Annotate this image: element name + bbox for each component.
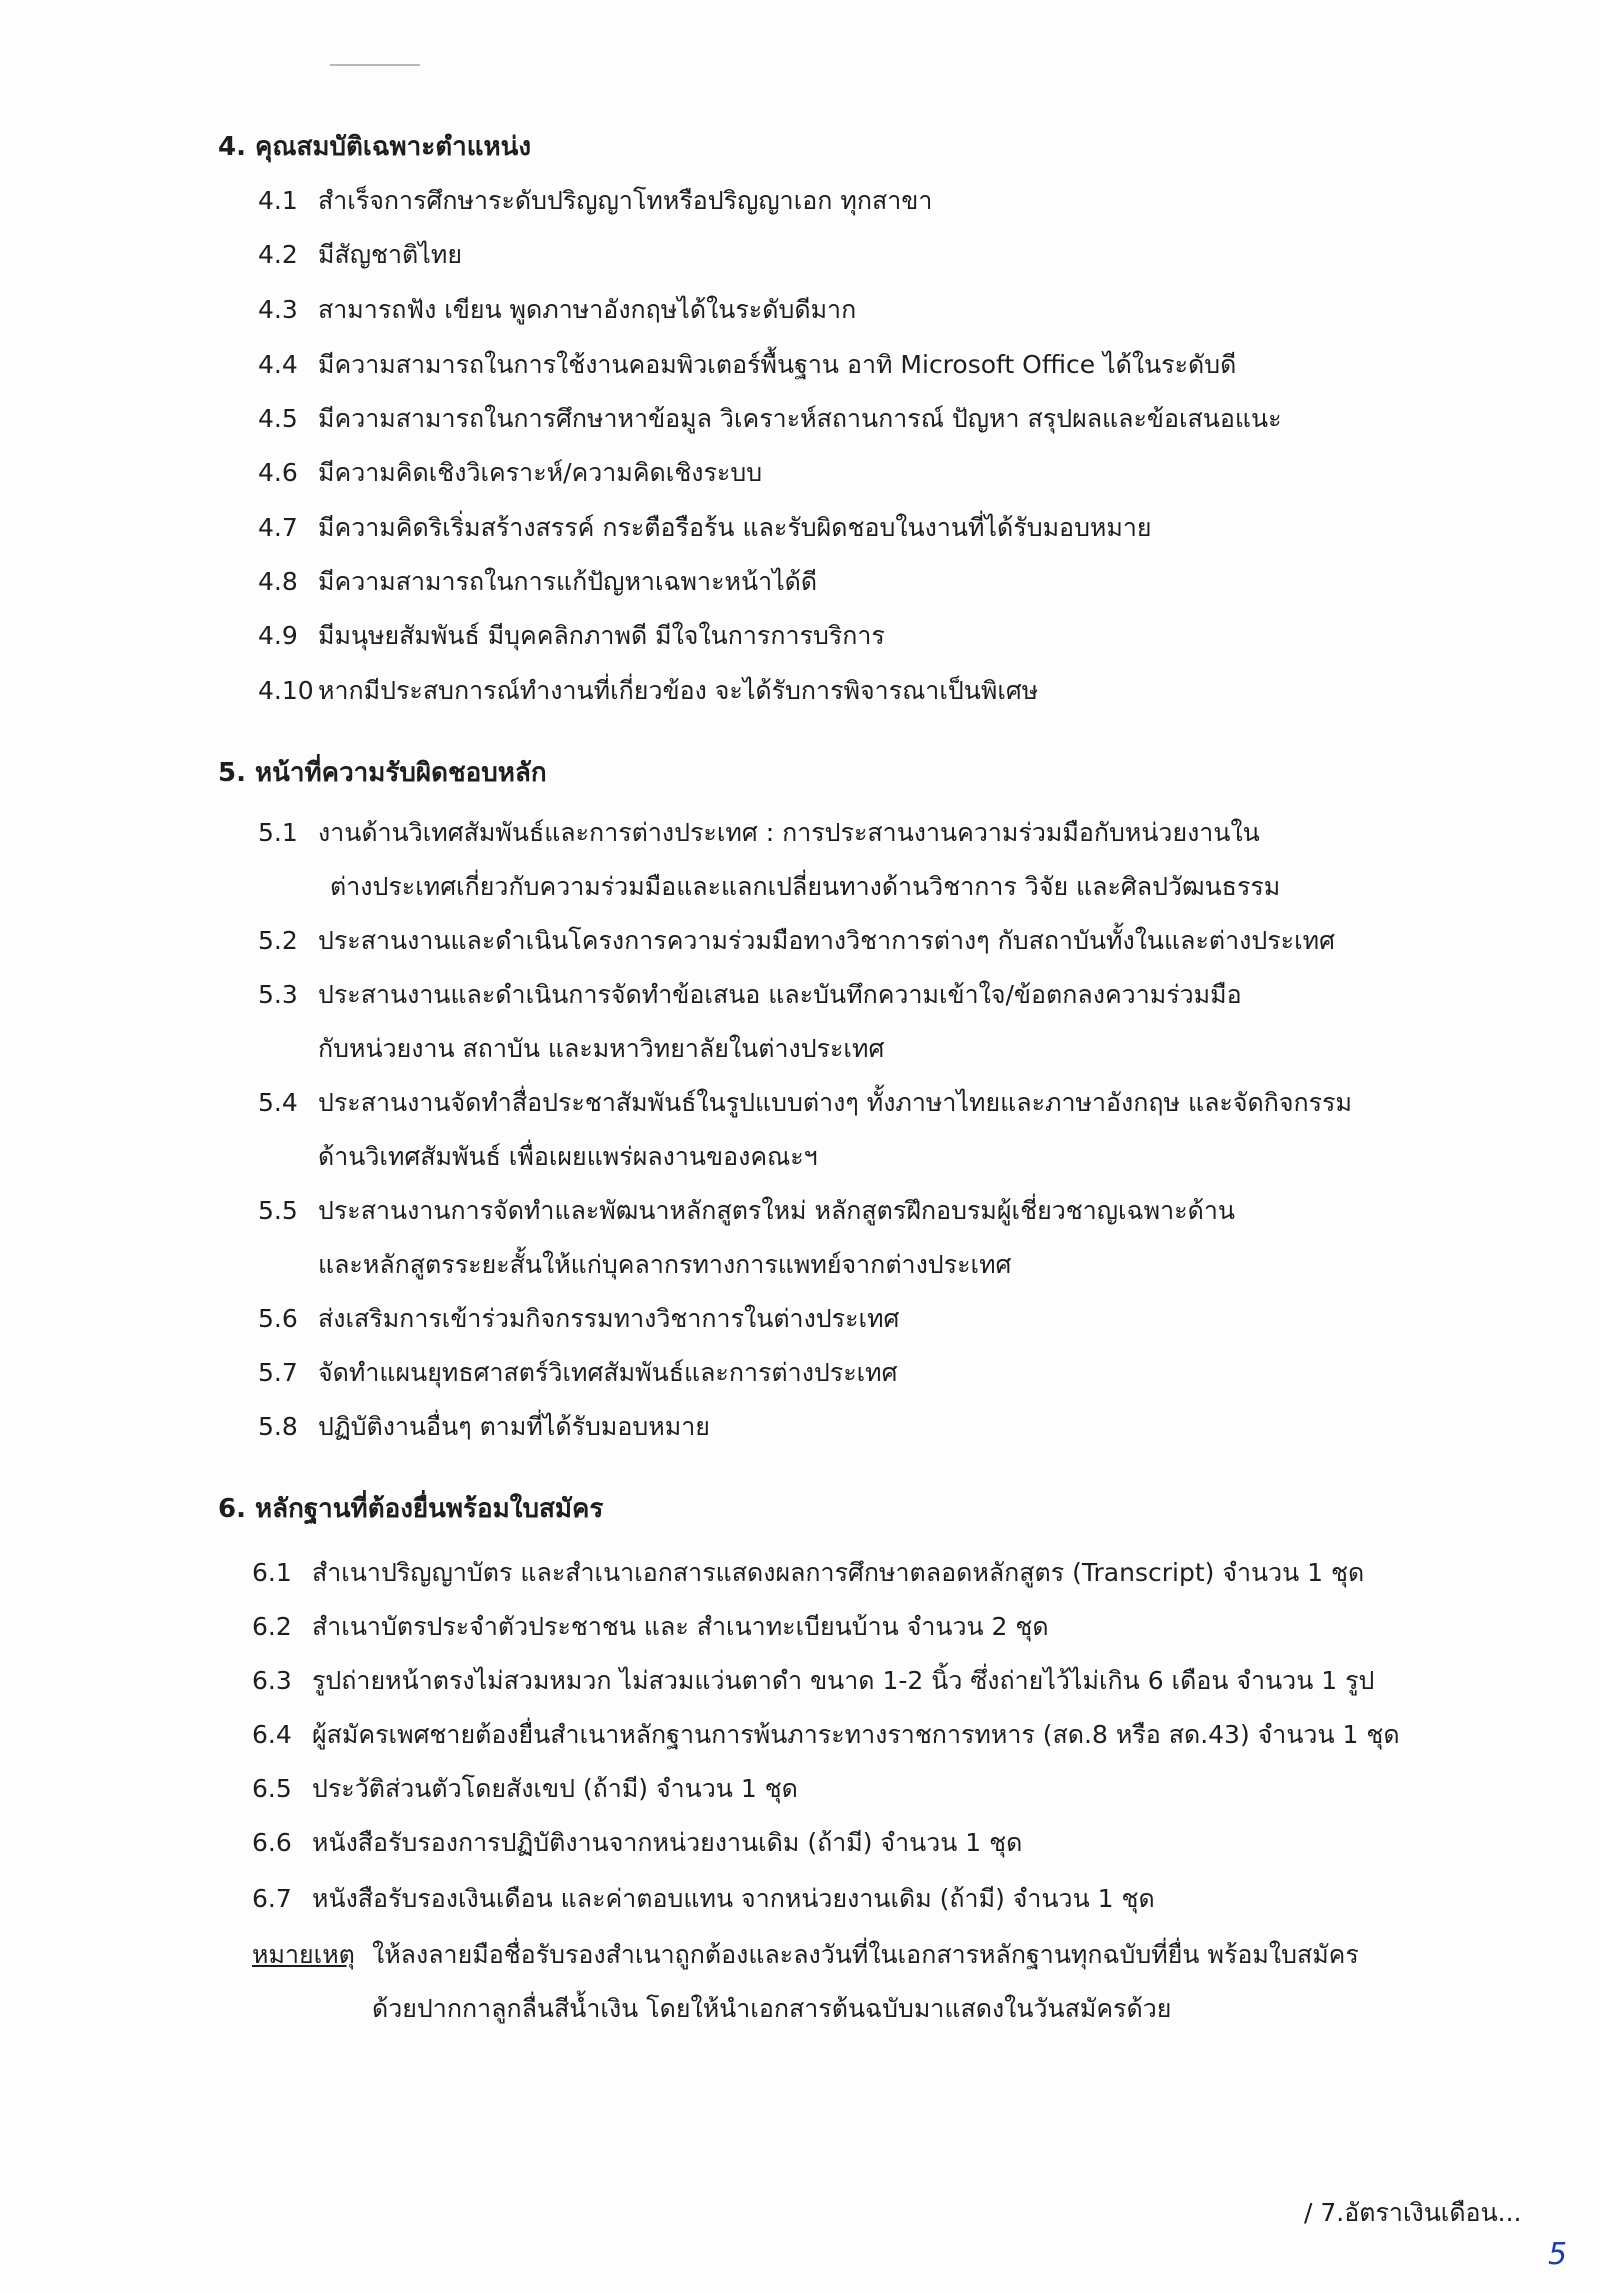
item-text: งานด้านวิเทศสัมพันธ์และการต่างประเทศ : การประสานงานความร่วมมือกับหน่วยงานใน bbox=[318, 818, 1260, 847]
item-number: 5.2 bbox=[258, 926, 298, 955]
item-text: สำเร็จการศึกษาระดับปริญญาโทหรือปริญญาเอก ทุกสาขา bbox=[318, 186, 933, 215]
item-text: มีความสามารถในการศึกษาหาข้อมูล วิเคราะห์สถานการณ์ ปัญหา สรุปผลและข้อเสนอแนะ bbox=[318, 404, 1282, 433]
item-text: หนังสือรับรองการปฏิบัติงานจากหน่วยงานเดิม (ถ้ามี) จำนวน 1 ชุด bbox=[312, 1828, 1023, 1857]
item-number: 5.6 bbox=[258, 1304, 298, 1333]
item-text-continuation: กับหน่วยงาน สถาบัน และมหาวิทยาลัยในต่างประเทศ bbox=[318, 1034, 885, 1063]
item-text: หนังสือรับรองเงินเดือน และค่าตอบแทน จากหน่วยงานเดิม (ถ้ามี) จำนวน 1 ชุด bbox=[312, 1884, 1155, 1913]
section-5-title: 5. หน้าที่ความรับผิดชอบหลัก bbox=[218, 758, 547, 788]
item-text: ส่งเสริมการเข้าร่วมกิจกรรมทางวิชาการในต่างประเทศ bbox=[318, 1304, 900, 1333]
item-number: 4.5 bbox=[258, 404, 298, 433]
item-text: มีความคิดริเริ่มสร้างสรรค์ กระตือรือร้น และรับผิดชอบในงานที่ได้รับมอบหมาย bbox=[318, 513, 1152, 542]
item-number: 4.7 bbox=[258, 513, 298, 542]
item-number: 5.4 bbox=[258, 1088, 298, 1117]
item-text: สำเนาปริญญาบัตร และสำเนาเอกสารแสดงผลการศึกษาตลอดหลักสูตร (Transcript) จำนวน 1 ชุด bbox=[312, 1558, 1365, 1587]
item-number: 5.5 bbox=[258, 1196, 298, 1225]
item-text: ประวัติส่วนตัวโดยสังเขป (ถ้ามี) จำนวน 1 ชุด bbox=[312, 1774, 798, 1803]
section-6-title: 6. หลักฐานที่ต้องยื่นพร้อมใบสมัคร bbox=[218, 1494, 604, 1524]
note-text: ให้ลงลายมือชื่อรับรองสำเนาถูกต้องและลงวันที่ในเอกสารหลักฐานทุกฉบับที่ยื่น พร้อมใบสมัคร bbox=[372, 1940, 1359, 1969]
item-number: 6.1 bbox=[252, 1558, 292, 1587]
item-number: 4.2 bbox=[258, 240, 298, 269]
item-number: 6.3 bbox=[252, 1666, 292, 1695]
item-text: มีสัญชาติไทย bbox=[318, 240, 462, 269]
item-number: 6.7 bbox=[252, 1884, 292, 1913]
scan-artifact bbox=[330, 64, 420, 66]
item-number: 4.8 bbox=[258, 567, 298, 596]
item-text: หากมีประสบการณ์ทำงานที่เกี่ยวข้อง จะได้รับการพิจารณาเป็นพิเศษ bbox=[318, 676, 1039, 705]
section-4-title: 4. คุณสมบัติเฉพาะตำแหน่ง bbox=[218, 132, 532, 162]
item-number: 6.5 bbox=[252, 1774, 292, 1803]
item-number: 6.4 bbox=[252, 1720, 292, 1749]
item-number: 4.3 bbox=[258, 295, 298, 324]
item-number: 5.3 bbox=[258, 980, 298, 1009]
item-number: 4.10 bbox=[258, 676, 314, 705]
item-text-continuation: และหลักสูตรระยะสั้นให้แก่บุคลากรทางการแพทย์จากต่างประเทศ bbox=[318, 1250, 1012, 1279]
item-text: ผู้สมัครเพศชายต้องยื่นสำเนาหลักฐานการพ้นภาระทางราชการทหาร (สด.8 หรือ สด.43) จำนวน 1 ชุด bbox=[312, 1720, 1400, 1749]
item-text-continuation: ด้านวิเทศสัมพันธ์ เพื่อเผยแพร่ผลงานของคณะฯ bbox=[318, 1142, 818, 1171]
item-text: ปฏิบัติงานอื่นๆ ตามที่ได้รับมอบหมาย bbox=[318, 1412, 710, 1441]
continuation-text: / 7.อัตราเงินเดือน... bbox=[1304, 2198, 1522, 2227]
item-number: 5.8 bbox=[258, 1412, 298, 1441]
note-label: หมายเหตุ bbox=[252, 1940, 355, 1969]
item-text: มีความสามารถในการใช้งานคอมพิวเตอร์พื้นฐาน อาทิ Microsoft Office ได้ในระดับดี bbox=[318, 350, 1237, 379]
item-number: 6.6 bbox=[252, 1828, 292, 1857]
item-text: สามารถฟัง เขียน พูดภาษาอังกฤษได้ในระดับดีมาก bbox=[318, 295, 857, 324]
item-text-continuation: ต่างประเทศเกี่ยวกับความร่วมมือและแลกเปลี่ยนทางด้านวิชาการ วิจัย และศิลปวัฒนธรรม bbox=[330, 872, 1281, 901]
item-number: 4.4 bbox=[258, 350, 298, 379]
item-number: 4.9 bbox=[258, 621, 298, 650]
note-text-continuation: ด้วยปากกาลูกลื่นสีน้ำเงิน โดยให้นำเอกสารต้นฉบับมาแสดงในวันสมัครด้วย bbox=[372, 1994, 1172, 2023]
item-text: รูปถ่ายหน้าตรงไม่สวมหมวก ไม่สวมแว่นตาดำ ขนาด 1-2 นิ้ว ซึ่งถ่ายไว้ไม่เกิน 6 เดือน จำนวน 1 รูป bbox=[312, 1666, 1375, 1695]
item-text: ประสานงานการจัดทำและพัฒนาหลักสูตรใหม่ หลักสูตรฝึกอบรมผู้เชี่ยวชาญเฉพาะด้าน bbox=[318, 1196, 1235, 1225]
item-text: ประสานงานจัดทำสื่อประชาสัมพันธ์ในรูปแบบต่างๆ ทั้งภาษาไทยและภาษาอังกฤษ และจัดกิจกรรม bbox=[318, 1088, 1352, 1117]
item-number: 4.1 bbox=[258, 186, 298, 215]
item-text: มีมนุษยสัมพันธ์ มีบุคคลิกภาพดี มีใจในการการบริการ bbox=[318, 621, 885, 650]
item-text: มีความคิดเชิงวิเคราะห์/ความคิดเชิงระบบ bbox=[318, 458, 763, 487]
item-number: 5.7 bbox=[258, 1358, 298, 1387]
item-text: สำเนาบัตรประจำตัวประชาชน และ สำเนาทะเบียนบ้าน จำนวน 2 ชุด bbox=[312, 1612, 1049, 1641]
item-text: ประสานงานและดำเนินโครงการความร่วมมือทางวิชาการต่างๆ กับสถาบันทั้งในและต่างประเทศ bbox=[318, 926, 1335, 955]
item-text: มีความสามารถในการแก้ปัญหาเฉพาะหน้าได้ดี bbox=[318, 567, 818, 596]
item-text: ประสานงานและดำเนินการจัดทำข้อเสนอ และบันทึกความเข้าใจ/ข้อตกลงความร่วมมือ bbox=[318, 980, 1242, 1009]
item-number: 5.1 bbox=[258, 818, 298, 847]
item-number: 4.6 bbox=[258, 458, 298, 487]
item-number: 6.2 bbox=[252, 1612, 292, 1641]
handwritten-page-number: 5 bbox=[1548, 2237, 1568, 2272]
item-text: จัดทำแผนยุทธศาสตร์วิเทศสัมพันธ์และการต่างประเทศ bbox=[318, 1358, 898, 1387]
